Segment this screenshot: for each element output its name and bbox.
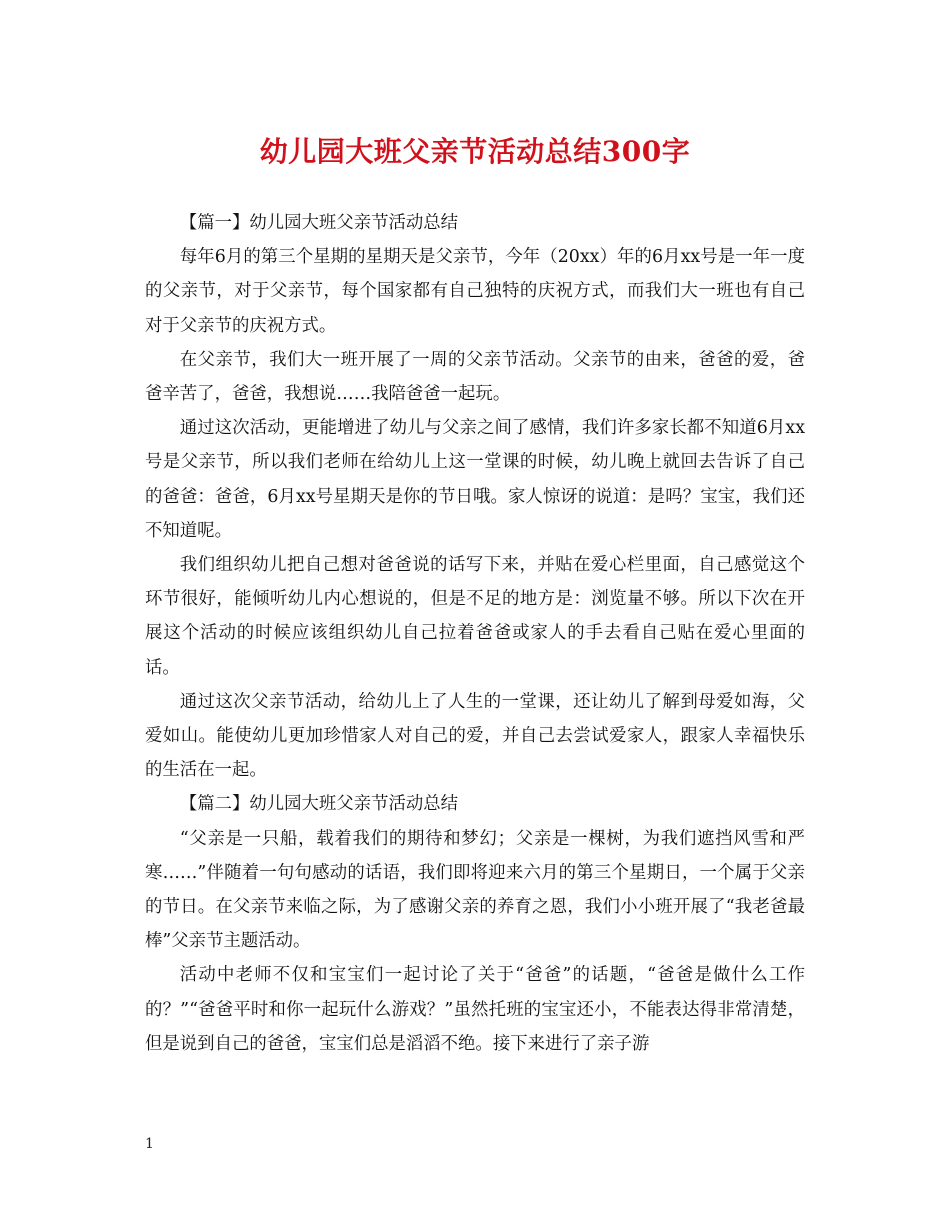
section-heading-2: 【篇二】幼儿园大班父亲节活动总结	[179, 794, 459, 815]
page-number: 1	[145, 1136, 154, 1152]
paragraph: 通过这次父亲节活动，给幼儿上了人生的一堂课，还让幼儿了解到母爱如海，父爱如山。能使幼儿更加珍惜家人对自己的爱，并自己去尝试爱家人，跟家人幸福快乐的生活在一起。	[145, 691, 805, 781]
document-title: 幼儿园大班父亲节活动总结300字	[259, 135, 691, 168]
paragraph: 每年6月的第三个星期的星期天是父亲节，今年（20xx）年的6月xx号是一年一度的父亲节，对于父亲节，每个国家都有自己独特的庆祝方式，而我们大一班也有自己对于父亲节的庆祝方式。	[145, 247, 805, 336]
paragraph: 在父亲节，我们大一班开展了一周的父亲节活动。父亲节的由来，爸爸的爱，爸爸辛苦了，爸爸，我想说……我陪爸爸一起玩。	[145, 349, 805, 405]
paragraph: “父亲是一只船，载着我们的期待和梦幻；父亲是一棵树，为我们遮挡风雪和严寒……”伴随着一句句感动的话语，我们即将迎来六月的第三个星期日，一个属于父亲的节日。在父亲节来临之际，为了感谢父亲的养育之恩，我们小小班开展了“我老爸最棒”父亲节主题活动。	[145, 828, 805, 952]
document-body	[145, 206, 805, 1061]
paragraph: 通过这次活动，更能增进了幼儿与父亲之间了感情，我们许多家长都不知道6月xx号是父亲节，所以我们老师在给幼儿上这一堂课的时候，幼儿晚上就回去告诉了自己的爸爸：爸爸，6月xx号星期天是你的节日哦。家人惊讶的说道：是吗？宝宝，我们还不知道呢。	[145, 418, 805, 541]
paragraph: 活动中老师不仅和宝宝们一起讨论了关于“爸爸”的话题，“爸爸是做什么工作的？”“爸爸平时和你一起玩什么游戏？”虽然托班的宝宝还小，不能表达得非常清楚，但是说到自己的爸爸，宝宝们总是滔滔不绝。接下来进行了亲子游	[145, 965, 805, 1054]
section-heading-1: 【篇一】幼儿园大班父亲节活动总结	[179, 213, 459, 233]
paragraph: 我们组织幼儿把自己想对爸爸说的话写下来，并贴在爱心栏里面，自己感觉这个环节很好，能倾听幼儿内心想说的，但是不足的地方是：浏览量不够。所以下次在开展这个活动的时候应该组织幼儿自己拉着爸爸或家人的手去看自己贴在爱心里面的话。	[145, 555, 805, 678]
